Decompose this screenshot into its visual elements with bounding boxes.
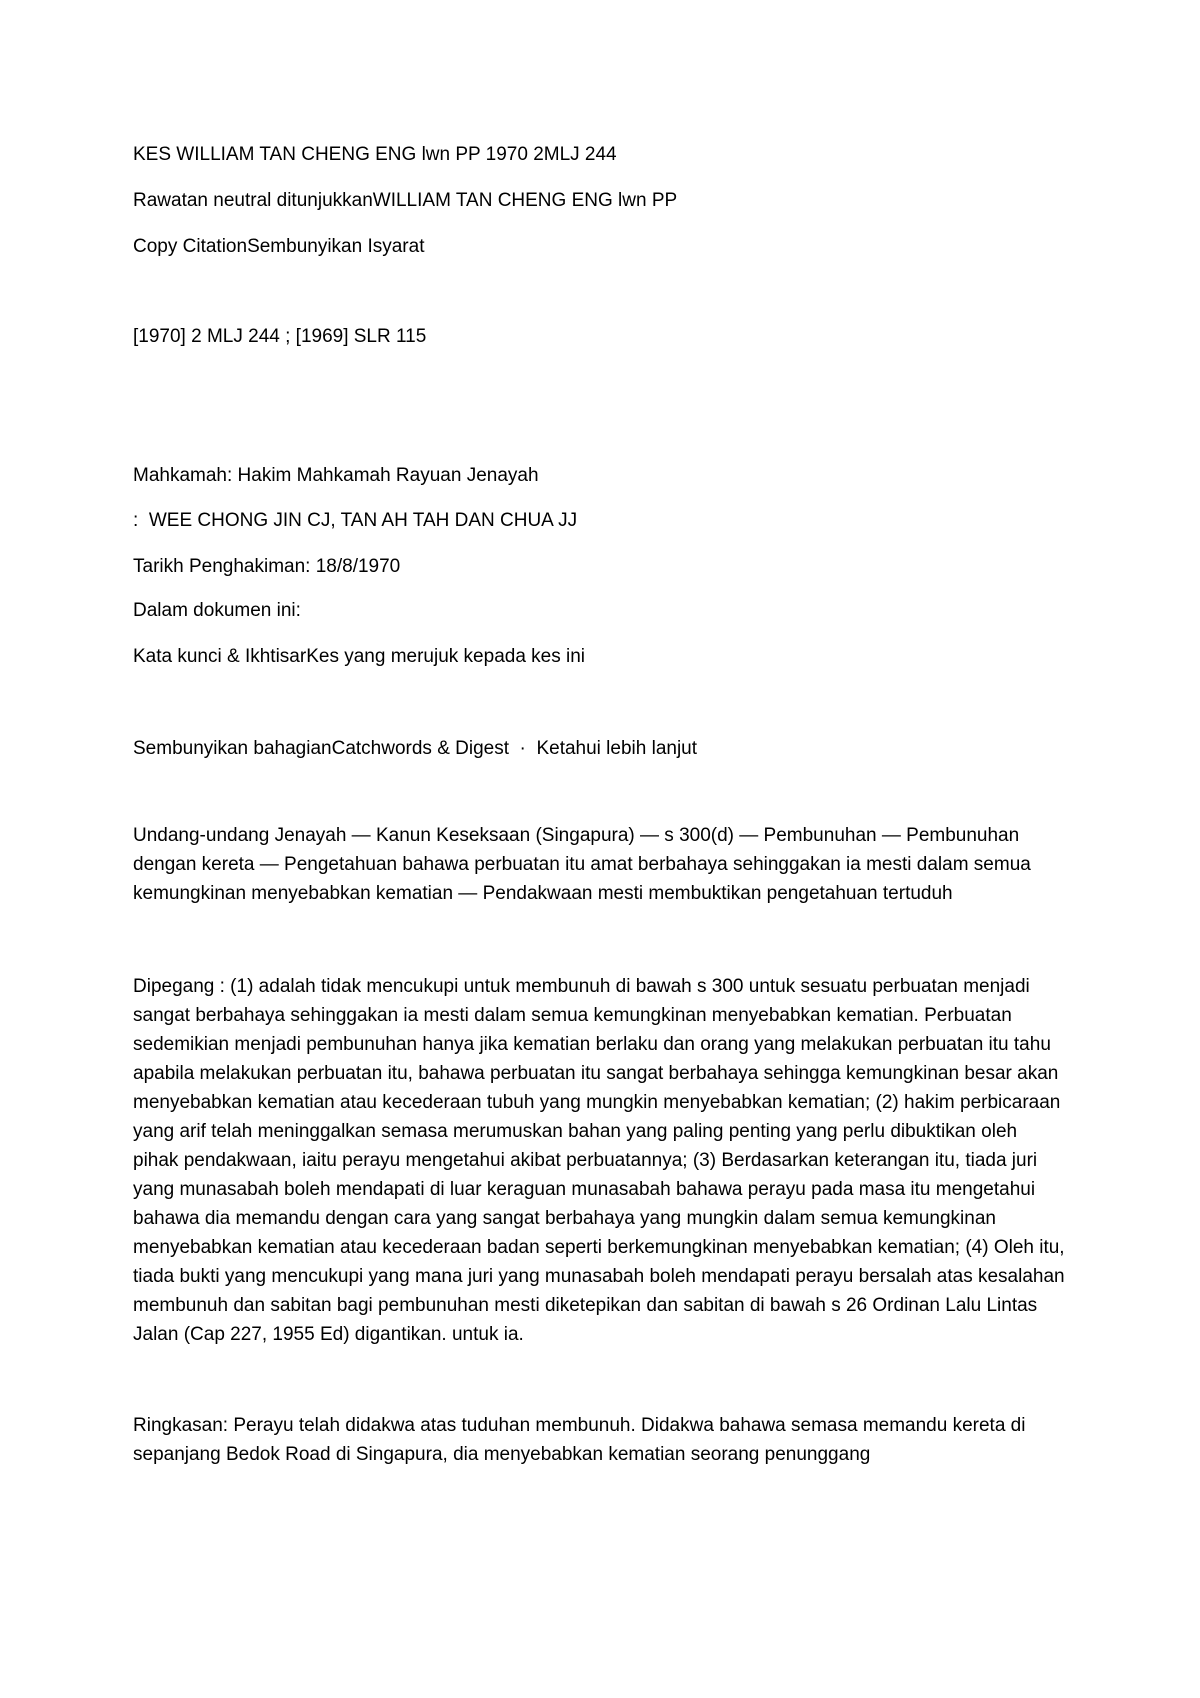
in-document-label: Dalam dokumen ini:: [133, 600, 301, 621]
judgment-date-line: Tarikh Penghakiman: 18/8/1970: [133, 556, 401, 577]
neutral-treatment-row: [133, 186, 1067, 215]
copy-citation-button[interactable]: Copy Citation: [133, 236, 248, 257]
neutral-treatment-case-link[interactable]: WILLIAM TAN CHENG ENG lwn PP: [372, 190, 678, 211]
hide-section-toggle[interactable]: Sembunyikan bahagian: [133, 738, 332, 759]
hide-signal-button[interactable]: Sembunyikan Isyarat: [247, 236, 425, 257]
neutral-treatment-label: Rawatan neutral ditunjukkan: [133, 190, 373, 211]
coram-line: : WEE CHONG JIN CJ, TAN AH TAH DAN CHUA JJ: [133, 510, 578, 531]
citation-line: [1970] 2 MLJ 244 ; [1969] SLR 115: [133, 326, 427, 347]
summary-paragraph: Ringkasan: Perayu telah didakwa atas tuduhan membunuh. Didakwa bahawa semasa memandu kereta di sepanjang Bedok Road di Singapura, dia menyebabkan kematian seorang penunggang: [133, 1415, 1031, 1465]
held-paragraph: Dipegang : (1) adalah tidak mencukupi untuk membunuh di bawah s 300 untuk sesuatu perbuatan menjadi sangat berbahaya sehinggakan ia mesti dalam semua kemungkinan menyebabkan kematian. Perbuatan sedemikian menjadi pembunuhan hanya jika kematian berlaku dan orang yang melakukan perbuatan itu tahu apabila melakukan perbuatan itu, bahawa perbuatan itu sangat berbahaya sehingga kemungkinan besar akan menyebabkan kematian atau kecederaan tubuh yang mungkin menyebabkan kematian; (2) hakim perbicaraan yang arif telah meninggalkan semasa merumuskan bahan yang paling penting yang perlu dibuktikan oleh pihak pendakwaan, iaitu perayu mengetahui akibat perbuatannya; (3) Berdasarkan keterangan itu, tiada juri yang munasabah boleh mendapati di luar keraguan munasabah bahawa perayu pada masa itu mengetahui bahawa dia memandu dengan cara yang sangat berbahaya yang mungkin dalam semua kemungkinan menyebabkan kematian atau kecederaan badan seperti berkemungkinan menyebabkan kematian; (4) Oleh itu, tiada bukti yang mencukupi yang mana juri yang munasabah boleh mendapati perayu bersalah atas kesalahan membunuh dan sabitan bagi pembunuhan mesti diketepikan dan sabitan di bawah s 26 Ordinan Lalu Lintas Jalan (Cap 227, 1955 Ed) digantikan. untuk ia.: [133, 976, 1070, 1345]
section-header-row: [133, 734, 1067, 763]
citation-actions-row: [133, 232, 1067, 261]
tab-keywords-digest[interactable]: Kata kunci & Ikhtisar: [133, 646, 307, 667]
tab-referring-cases[interactable]: Kes yang merujuk kepada kes ini: [306, 646, 586, 667]
section-title: Catchwords & Digest: [331, 738, 509, 759]
case-title: KES WILLIAM TAN CHENG ENG lwn PP 1970 2MLJ 244: [133, 144, 617, 165]
separator-dot: ·: [509, 738, 537, 759]
court-line: Mahkamah: Hakim Mahkamah Rayuan Jenayah: [133, 465, 539, 486]
learn-more-link[interactable]: Ketahui lebih lanjut: [536, 738, 698, 759]
catchwords-paragraph: Undang-undang Jenayah — Kanun Keseksaan (Singapura) — s 300(d) — Pembunuhan — Pembunuhan dengan kereta — Pengetahuan bahawa perbuatan itu amat berbahaya sehinggakan ia mesti dalam semua kemungkinan menyebabkan kematian — Pendakwaan mesti membuktikan pengetahuan tertuduh: [133, 825, 1037, 904]
document-tabs-row: [133, 642, 1067, 671]
